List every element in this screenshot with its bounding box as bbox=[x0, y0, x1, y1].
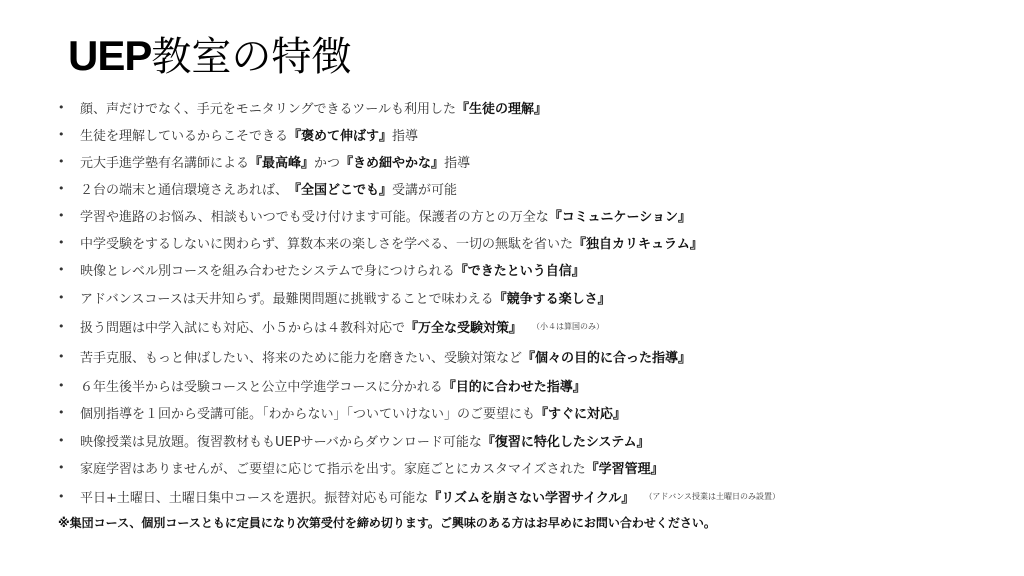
item-highlight: 『独自カリキュラム』 bbox=[572, 237, 703, 252]
item-text: ６年生後半からは受験コースと公立中学進学コースに分かれる bbox=[80, 379, 443, 395]
bullet-icon: • bbox=[58, 319, 65, 333]
bullet-icon: • bbox=[58, 209, 65, 222]
list-item bbox=[58, 94, 998, 121]
bullet-icon: • bbox=[58, 263, 65, 276]
list-item bbox=[58, 311, 998, 341]
item-highlight: 『目的に合わせた指導』 bbox=[442, 379, 586, 395]
item-text: 平日+土曜日、土曜日集中コースを選択。振替対応も可能な bbox=[80, 490, 429, 506]
list-item bbox=[58, 229, 998, 256]
item-highlight: 『復習に特化したシステム』 bbox=[481, 434, 650, 450]
list-item bbox=[58, 426, 998, 454]
item-text: アドバンスコースは天井知らず。最難関問題に挑戦することで味わえる bbox=[80, 291, 494, 307]
item-highlight: 『できたという自信』 bbox=[454, 264, 585, 279]
feature-list bbox=[58, 94, 998, 511]
bullet-icon: • bbox=[58, 406, 65, 419]
list-item bbox=[58, 148, 998, 175]
bullet-icon: • bbox=[58, 128, 65, 141]
item-text: 個別指導を１回から受講可能。「わからない」「ついていけない」のご要望にも bbox=[80, 407, 536, 422]
bullet-icon: • bbox=[58, 378, 65, 392]
bullet-icon: • bbox=[58, 101, 65, 114]
item-highlight: 『生徒の理解』 bbox=[455, 102, 547, 117]
item-highlight: 『最高峰』 bbox=[249, 156, 315, 171]
item-text: 中学受験をするしないに関わらず、算数本来の楽しさを学べる、一切の無駄を省いた bbox=[80, 237, 573, 252]
item-text: 映像とレベル別コースを組み合わせたシステムで身につけられる bbox=[80, 264, 455, 279]
bullet-icon: • bbox=[58, 155, 65, 168]
bullet-icon: • bbox=[58, 433, 65, 447]
list-item bbox=[58, 371, 998, 399]
title-text: 教室の特徴 bbox=[151, 34, 352, 80]
item-highlight: 『万全な受験対策』 bbox=[405, 320, 523, 336]
item-highlight: 『褒めて伸ばす』 bbox=[288, 129, 393, 144]
item-highlight: 『学習管理』 bbox=[585, 462, 664, 477]
item-highlight: 『リズムを崩さない学習サイクル』 bbox=[428, 490, 635, 506]
item-text-after: 受講が可能 bbox=[392, 183, 458, 198]
item-highlight: 『個々の目的に合った指導』 bbox=[522, 350, 692, 366]
item-text: 家庭学習はありませんが、ご要望に応じて指示を出す。家庭ごとにカスタマイズされた bbox=[80, 462, 586, 477]
item-text: 元大手進学塾有名講師による bbox=[80, 156, 250, 171]
item-text-after: 指導 bbox=[392, 129, 419, 144]
item-highlight: 『競争する楽しさ』 bbox=[493, 291, 611, 307]
item-text-after-2: 指導 bbox=[444, 156, 471, 171]
item-text: ２台の端末と通信環境さえあれば、 bbox=[80, 183, 289, 198]
item-highlight-2: 『きめ細やかな』 bbox=[340, 156, 445, 171]
item-text-after: かつ bbox=[314, 156, 341, 171]
item-note: （アドバンス授業は土曜日のみ設置） bbox=[644, 491, 781, 501]
list-item bbox=[58, 121, 998, 148]
list-item bbox=[58, 175, 998, 202]
item-text: 映像授業は見放題。復習教材ももUEPサーバからダウンロード可能な bbox=[80, 434, 482, 450]
item-highlight: 『すぐに対応』 bbox=[535, 407, 627, 422]
item-text: 学習や進路のお悩み、相談もいつでも受け付けます可能。保護者の方との万全な bbox=[80, 210, 549, 225]
title-brand: UEP bbox=[68, 32, 152, 79]
bullet-icon: • bbox=[58, 236, 65, 249]
list-item bbox=[58, 283, 998, 311]
bullet-icon: • bbox=[58, 489, 65, 503]
item-text: 顔、声だけでなく、手元をモニタリングできるツールも利用した bbox=[80, 102, 456, 117]
item-note: （小４は算国のみ） bbox=[532, 321, 605, 331]
footer-note: ※集団コース、個別コースともに定員になり次第受付を締め切ります。ご興味のある方はお早めにお問い合わせください。 bbox=[58, 516, 716, 530]
page-title bbox=[68, 30, 351, 83]
list-item bbox=[58, 399, 998, 426]
item-highlight: 『コミュニケーション』 bbox=[548, 210, 692, 225]
list-item bbox=[58, 202, 998, 229]
bullet-icon: • bbox=[58, 182, 65, 195]
bullet-icon: • bbox=[58, 290, 65, 304]
list-item bbox=[58, 481, 998, 511]
list-item bbox=[58, 341, 998, 371]
item-text: 生徒を理解しているからこそできる bbox=[80, 129, 289, 144]
item-highlight: 『全国どこでも』 bbox=[288, 183, 393, 198]
item-text: 苦手克服、もっと伸ばしたい、将来のために能力を磨きたい、受験対策など bbox=[80, 350, 523, 366]
list-item bbox=[58, 256, 998, 283]
bullet-icon: • bbox=[58, 349, 65, 363]
bullet-icon: • bbox=[58, 461, 65, 474]
list-item bbox=[58, 454, 998, 481]
item-text: 扱う問題は中学入試にも対応、小５からは４教科対応で bbox=[80, 320, 406, 336]
